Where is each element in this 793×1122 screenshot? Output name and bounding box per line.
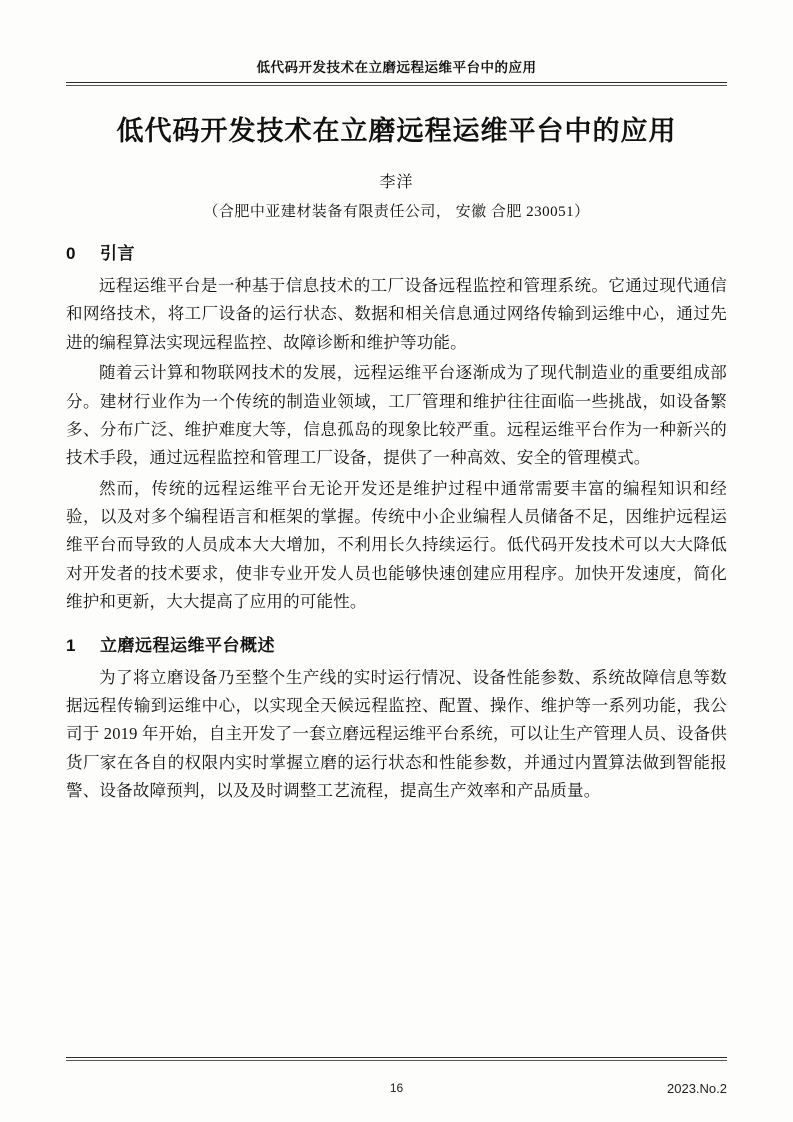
section-number-0: 0 [66,244,76,264]
footer-rule-thick [66,1057,727,1058]
paragraph: 随着云计算和物联网技术的发展，远程运维平台逐渐成为了现代制造业的重要组成部分。建材行业作为一个传统的制造业领域，工厂管理和维护往往面临一些挑战，如设备繁多、分布广泛、维护难度大等，信息孤岛的现象比较严重。远程运维平台作为一种新兴的技术手段，通过远程监控和管理工厂设备，提供了一种高效、安全的管理模式。 [66,363,727,468]
section-title-1: 立磨远程运维平台概述 [100,635,275,655]
paragraph: 然而，传统的远程运维平台无论开发还是维护过程中通常需要丰富的编程知识和经验，以及对多个编程语言和框架的掌握。传统中小企业编程人员储备不足，因维护远程运维平台而导致的人员成本大大增加，不利用长久持续运行。低代码开发技术可以大大降低对开发者的技术要求，使非专业开发人员也能够快速创建应用程序。加快开发速度，简化维护和更新，大大提高了应用的可能性。 [66,478,727,612]
paragraph: 远程运维平台是一种基于信息技术的工厂设备远程监控和管理系统。它通过现代通信和网络技术，将工厂设备的运行状态、数据和相关信息通过网络传输到运维中心，通过先进的编程算法实现远程监控、故障诊断和维护等功能。 [66,276,727,352]
author-affiliation: （合肥中亚建材装备有限责任公司， 安徽 合肥 230051） [203,204,590,221]
section-heading-1 [66,631,727,656]
section-title-0: 引言 [100,244,135,264]
running-head: 低代码开发技术在立磨远程运维平台中的应用 [256,60,537,75]
page-title: 低代码开发技术在立磨远程运维平台中的应用 [116,116,677,146]
footer-rule-thin [66,1060,727,1061]
author-name: 李洋 [379,174,414,192]
page-content [66,56,727,1082]
header-rule-thick [66,82,727,83]
issue-label: 2023.No.2 [667,1080,727,1096]
paragraph: 为了将立磨设备乃至整个生产线的实时运行情况、设备性能参数、系统故障信息等数据远程传输到运维中心，以实现全天候远程监控、配置、操作、维护等一系列功能，我公司于 2019 年开始，自主开发了一套立磨远程运维平台系统，可以让生产管理人员、设备供货厂家在各自的权限内实时掌握立磨的运行状态和性能参数，并通过内置算法做到智能报警、设备故障预判，以及及时调整工艺流程，提高生产效率和产品质量。 [66,667,727,801]
header-rule-thin [66,85,727,86]
page-number: 16 [389,1081,404,1095]
section-heading-0 [66,239,727,264]
section-number-1: 1 [66,635,76,655]
